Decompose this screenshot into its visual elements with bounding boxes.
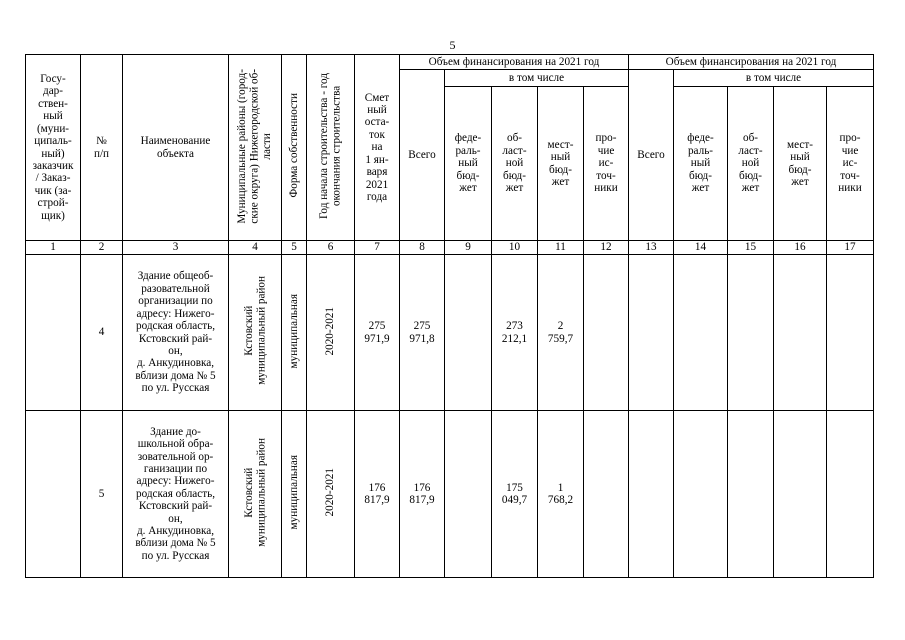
table-row: [26, 255, 874, 411]
header-federal-2: феде- раль- ный бюд- жет: [674, 87, 728, 241]
row-regional-1: 273 212,1: [492, 255, 538, 411]
row-regional-1: 175 049,7: [492, 411, 538, 578]
row-estimate-balance: 275 971,9: [355, 255, 400, 411]
column-number: 14: [674, 241, 728, 255]
row-district: Кстовский муниципальный район: [229, 255, 282, 411]
row-object-name: Здание общеоб- разовательной организации по адресу: Нижего- родская область, Кстовский рай- он, д. Анкудиновка, вблизи дома № 5 по ул. Русская: [123, 255, 229, 411]
column-number: 17: [827, 241, 874, 255]
header-financing-group-2: Объем финансирования на 2021 год: [629, 55, 874, 70]
row-other-1: [584, 411, 629, 578]
row-district: Кстовский муниципальный район: [229, 411, 282, 578]
row-total-2: [629, 411, 674, 578]
header-regional-1: об- ласт- ной бюд- жет: [492, 87, 538, 241]
table-row: [26, 411, 874, 578]
header-local-2: мест- ный бюд- жет: [774, 87, 827, 241]
header-federal-1: феде- раль- ный бюд- жет: [445, 87, 492, 241]
column-number: 1: [26, 241, 81, 255]
header-local-1: мест- ный бюд- жет: [538, 87, 584, 241]
row-local-1: 2 759,7: [538, 255, 584, 411]
row-years: 2020-2021: [307, 411, 355, 578]
row-federal-2: [674, 255, 728, 411]
row-other-2: [827, 411, 874, 578]
column-number: 11: [538, 241, 584, 255]
row-local-1: 1 768,2: [538, 411, 584, 578]
row-number: 5: [81, 411, 123, 578]
row-local-2: [774, 255, 827, 411]
header-total-1: Всего: [400, 70, 445, 241]
header-including-1: в том числе: [445, 70, 629, 87]
row-total-2: [629, 255, 674, 411]
column-number: 3: [123, 241, 229, 255]
row-local-2: [774, 411, 827, 578]
column-number-row: [26, 241, 874, 255]
row-ownership: муниципальная: [282, 255, 307, 411]
header-including-2: в том числе: [674, 70, 874, 87]
row-number: 4: [81, 255, 123, 411]
column-number: 9: [445, 241, 492, 255]
column-number: 2: [81, 241, 123, 255]
row-federal-1: [445, 255, 492, 411]
row-estimate-balance: 176 817,9: [355, 411, 400, 578]
column-number: 8: [400, 241, 445, 255]
header-number: № п/п: [81, 55, 123, 241]
row-regional-2: [728, 411, 774, 578]
page-number: 5: [449, 38, 456, 52]
header-object-name: Наименование объекта: [123, 55, 229, 241]
row-total-1: 275 971,8: [400, 255, 445, 411]
column-number: 13: [629, 241, 674, 255]
column-number: 10: [492, 241, 538, 255]
row-other-2: [827, 255, 874, 411]
column-number: 15: [728, 241, 774, 255]
row-customer: [26, 411, 81, 578]
row-object-name: Здание до- школьной обра- зовательной ор- ганизации по адресу: Нижего- родская область, Кстовский рай- он, д. Анкудиновка, вблизи дома № 5 по ул. Русская: [123, 411, 229, 578]
header-total-2: Всего: [629, 70, 674, 241]
column-number: 5: [282, 241, 307, 255]
header-other-2: про- чие ис- точ- ники: [827, 87, 874, 241]
row-years: 2020-2021: [307, 255, 355, 411]
header-regional-2: об- ласт- ной бюд- жет: [728, 87, 774, 241]
row-regional-2: [728, 255, 774, 411]
column-number: 16: [774, 241, 827, 255]
header-years: Год начала строительства - год окончания строительства: [307, 55, 355, 241]
header-financing-group-1: Объем финансирования на 2021 год: [400, 55, 629, 70]
row-other-1: [584, 255, 629, 411]
financing-table: [25, 54, 874, 578]
row-ownership: муниципальная: [282, 411, 307, 578]
column-number: 6: [307, 241, 355, 255]
row-federal-1: [445, 411, 492, 578]
row-total-1: 176 817,9: [400, 411, 445, 578]
column-number: 7: [355, 241, 400, 255]
header-ownership: Форма собственности: [282, 55, 307, 241]
column-number: 4: [229, 241, 282, 255]
column-number: 12: [584, 241, 629, 255]
header-estimate-balance: Смет ный оста- ток на 1 ян- варя 2021 года: [355, 55, 400, 241]
header-other-1: про- чие ис- точ- ники: [584, 87, 629, 241]
header-districts: Муниципальные районы (город- ские округа) Нижегородской об- ласти: [229, 55, 282, 241]
row-federal-2: [674, 411, 728, 578]
header-customer: Госу- дар- ствен- ный (муни- ципаль- ный) заказчик / Заказ- чик (за- строй- щик): [26, 55, 81, 241]
row-customer: [26, 255, 81, 411]
